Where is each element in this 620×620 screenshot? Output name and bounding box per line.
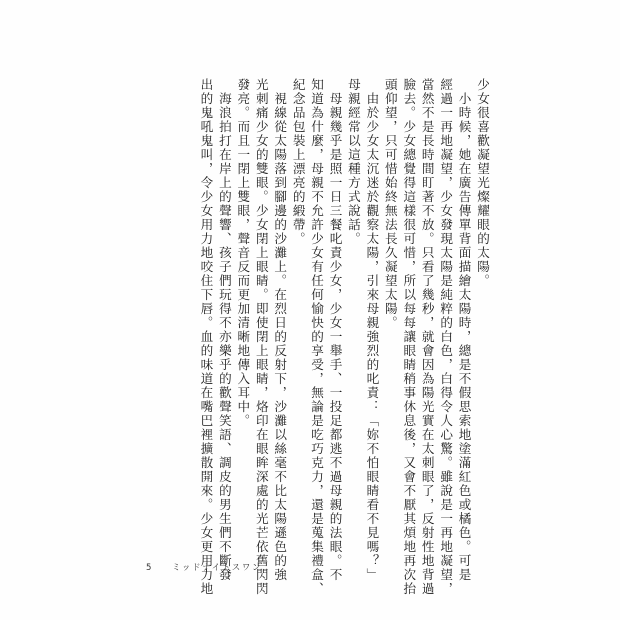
text-line: 當然不是長時間盯著不放。只看了幾秒，就會因為陽光實在太刺眼了，反射性地背過 <box>419 78 435 596</box>
text-line: 知道為什麼，母親不允許少女有任何愉快的享受，無論是吃巧克力，還是蒐集禮盒、 <box>309 78 325 596</box>
text-line: 少女很喜歡凝望光燦耀眼的太陽。 <box>475 78 490 288</box>
page-number: 5 <box>146 563 152 573</box>
text-line: 出的鬼吼鬼叫，令少女用力地咬住下唇。血的味道在嘴巴裡擴散開來。少女更用力地 <box>198 78 214 596</box>
text-line: 海浪拍打在岸上的聲響、孩子們玩得不亦樂乎的歡聲笑語、調皮的男生們不斷發 <box>216 78 232 582</box>
text-line: 經過一再地凝望，少女發現太陽是純粹的白色，白得令人心驚。雖說是一再地凝望， <box>438 78 454 596</box>
text-line: 光刺痛少女的雙眼。少女閉上眼睛。即使閉上眼睛，烙印在眼眸深處的光芒依舊閃閃 <box>253 78 269 596</box>
page-footer <box>146 561 262 573</box>
text-line: 母親經常以這種方式說話。 <box>345 78 361 246</box>
text-line: 視線從太陽落到腳邊的沙灘上。在烈日的反射下，沙灘以絲毫不比太陽遜色的強 <box>272 78 288 582</box>
text-line: 母親幾乎是照一日三餐叱責少女，少女一舉手、一投足都逃不過母親的法眼。不 <box>327 78 343 582</box>
text-line: 紀念品包裝上漂亮的緞帶。 <box>290 78 306 246</box>
book-title: ミッドナイトスワン <box>172 563 263 573</box>
text-line: 發亮。而且一閉上雙眼，聲音反而更加清晰地傳入耳中。 <box>235 78 251 428</box>
text-line: 由於少女太沉迷於觀察太陽，引來母親強烈的叱責：「妳不怕眼睛看不見嗎？」 <box>364 78 380 582</box>
text-line: 臉去。少女總覺得這樣很可惜，所以每每讓眼睛稍事休息後，又會不厭其煩地再次抬 <box>401 78 417 596</box>
text-line: 頭仰望，只可惜始終無法長久凝望太陽。 <box>382 78 398 330</box>
text-line: 小時候，她在廣告傳單背面描繪太陽時，總是不假思索地塗滿紅色或橘色。可是 <box>456 78 472 582</box>
